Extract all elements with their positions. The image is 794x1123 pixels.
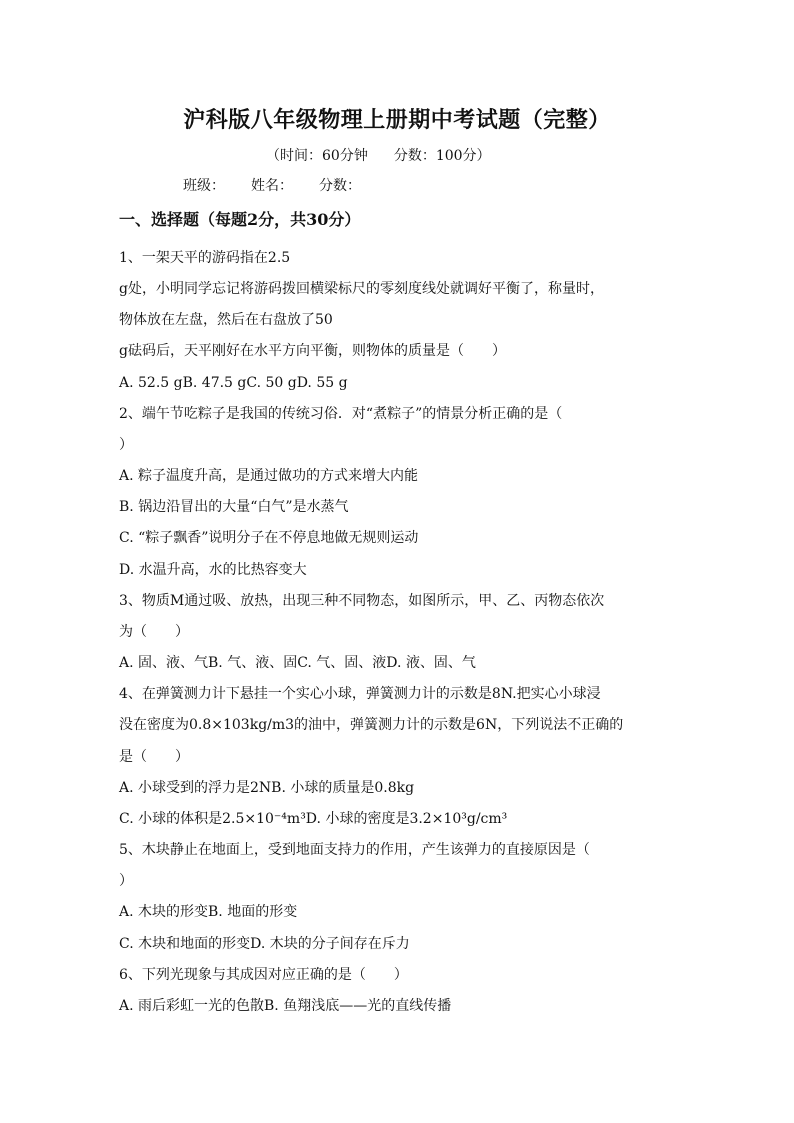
text-line: A. 雨后彩虹一光的色散B. 鱼翔浅底——光的直线传播 <box>119 998 452 1014</box>
text-line: A. 52.5 gB. 47.5 gC. 50 gD. 55 g <box>119 375 348 391</box>
text-line: A. 小球受到的浮力是2NB. 小球的质量是0.8kg <box>119 780 415 796</box>
text-line: 为（ ） <box>119 624 189 640</box>
text-line: 6、下列光现象与其成因对应正确的是（ ） <box>119 967 408 983</box>
text-line: A. 粽子温度升高，是通过做功的方式来增大内能 <box>119 468 419 484</box>
text-line: 是（ ） <box>119 749 189 765</box>
exam-total-score: 分数：100分） <box>393 148 491 164</box>
exam-meta <box>266 145 517 165</box>
text-line: 3、物质M通过吸、放热，出现三种不同物态，如图所示，甲、乙、丙物态依次 <box>119 593 605 609</box>
text-line: g砝码后，天平刚好在水平方向平衡，则物体的质量是（ ） <box>119 343 506 359</box>
page-title: 沪科版八年级物理上册期中考试题（完整） <box>183 107 611 133</box>
text-line: 1、一架天平的游码指在2.5 <box>119 250 291 266</box>
name-label: 姓名： <box>251 178 293 194</box>
text-line: ） <box>119 437 133 453</box>
text-line: 没在密度为0.8×103kg/m3的油中，弹簧测力计的示数是6N，下列说法不正确的 <box>119 717 624 733</box>
text-line: A. 固、液、气B. 气、液、固C. 气、固、液D. 液、固、气 <box>119 655 476 671</box>
exam-time: （时间：60分钟 <box>266 148 368 164</box>
score-label: 分数： <box>319 178 361 194</box>
text-line: ） <box>119 873 133 889</box>
text-line: C. “粽子飘香”说明分子在不停息地做无规则运动 <box>119 530 419 546</box>
student-info <box>183 175 387 195</box>
text-line: 4、在弹簧测力计下悬挂一个实心小球，弹簧测力计的示数是8N.把实心小球浸 <box>119 686 601 702</box>
section-heading: 一、选择题（每题2分，共30分） <box>119 210 361 229</box>
text-line: A. 木块的形变B. 地面的形变 <box>119 904 298 920</box>
text-line: D. 水温升高，水的比热容变大 <box>119 562 307 578</box>
class-label: 班级： <box>183 178 225 194</box>
text-line: 2、端午节吃粽子是我国的传统习俗．对“煮粽子”的情景分析正确的是（ <box>119 406 563 422</box>
text-line: B. 锅边沿冒出的大量“白气”是水蒸气 <box>119 499 349 515</box>
text-line: g处，小明同学忘记将游码拨回横梁标尺的零刻度线处就调好平衡了，称量时， <box>119 281 604 297</box>
text-line: 物体放在左盘，然后在右盘放了50 <box>119 312 333 328</box>
text-line: 5、木块静止在地面上，受到地面支持力的作用，产生该弹力的直接原因是（ <box>119 842 590 858</box>
text-line: C. 小球的体积是2.5×10⁻⁴m³D. 小球的密度是3.2×10³g/cm³ <box>119 811 508 827</box>
text-line: C. 木块和地面的形变D. 木块的分子间存在斥力 <box>119 936 410 952</box>
